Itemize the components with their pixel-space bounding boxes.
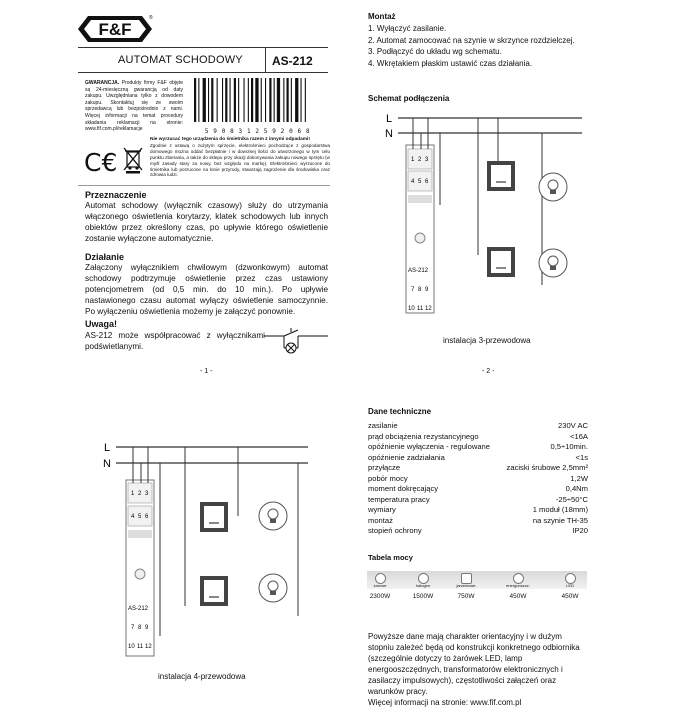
tech-value: 1,2W bbox=[570, 473, 588, 483]
schematic-title: Schemat podłączenia bbox=[368, 94, 450, 103]
lamp-icon bbox=[539, 249, 567, 277]
power-value: 2300W bbox=[369, 593, 391, 600]
power-label: jarzeniowe bbox=[456, 583, 476, 588]
terminal-8: 8 bbox=[138, 625, 142, 631]
warning-text: AS-212 może współpracować z wyłącznikami podświetlanymi. bbox=[85, 331, 265, 351]
warranty-body: Produkty firmy F&F objęte są 24-miesięczną gwarancją od daty zakupu. Uwzględniana tylko z dowodem zakupu. Skontaktuj się ze swoim sprzedawcą lub bezpośrednio z nami. Więcej informacji na temat procedury składania reklamacji na stronie: bbox=[85, 80, 184, 126]
purpose-text: Automat schodowy (wyłącznik czasowy) służy do utrzymania włączonego oświetlenia korytarzy, klatek schodowych lub innych obiektów przez określony czas, po upływie którego oświetlenie zostanie wyłączone automatycznie. bbox=[85, 201, 328, 243]
terminal-7: 7 bbox=[411, 287, 415, 293]
tech-value: <1s bbox=[575, 452, 588, 462]
tech-value: zaciski śrubowe 2,5mm² bbox=[506, 463, 588, 472]
tech-row bbox=[368, 505, 588, 515]
tech-key: moment dokręcający bbox=[368, 484, 439, 493]
terminal-1: 1 bbox=[131, 491, 135, 497]
mounting-step: 2. Automat zamocować na szynie w skrzynce rozdzielczej. bbox=[368, 35, 575, 45]
tech-row bbox=[368, 526, 588, 536]
terminal-3: 3 bbox=[425, 157, 429, 163]
tech-key: wymiary bbox=[368, 505, 396, 514]
tech-value: 0,4Nm bbox=[565, 484, 588, 493]
terminal-8: 8 bbox=[418, 287, 422, 293]
tech-key: pobór mocy bbox=[368, 473, 408, 483]
tech-key: prąd obciążenia rezystancyjnego bbox=[368, 431, 479, 441]
power-value: 1500W bbox=[412, 593, 434, 600]
power-title: Tabela mocy bbox=[368, 553, 413, 562]
terminal-6: 6 bbox=[145, 514, 149, 520]
power-value: 450W bbox=[561, 593, 579, 600]
line-n-label: N bbox=[103, 458, 111, 470]
tech-row bbox=[368, 421, 588, 431]
terminal-6: 6 bbox=[425, 179, 429, 185]
disposal-title: Nie wyrzucać tego urządzenia do śmietnika razem z innymi odpadami! bbox=[150, 137, 310, 142]
caption-4wire: instalacja 4-przewodowa bbox=[158, 672, 246, 681]
barcode-digits: 5 9 0 8 3 1 2 5 9 2 0 6 8 bbox=[204, 128, 311, 135]
terminal-3: 3 bbox=[145, 491, 149, 497]
terminal-9: 9 bbox=[145, 625, 149, 631]
mounting-step: 3. Podłączyć do układu wg schematu. bbox=[368, 47, 502, 56]
disposal-body: Zgodnie z ustawą o zużytym sprzęcie, elektrośmieci pochodzące z gospodarstwa domowego można oddać bezpłatnie i w dowolnej ilości do utworzonego w tym celu punktu zbierania, a także do sklepu przy okazji dokonywania zakupu nowego sprzętu (w myśl zasady stary za nowy, bez względu na markę). Elektrośmieci wyrzucone do śmietnika lub porzucone na łonie przyrody, stwarzają zagrożenie dla środowiska oraz zdrowia ludzi. bbox=[150, 142, 330, 178]
tech-value: 230V AC bbox=[558, 421, 588, 430]
power-value: 450W bbox=[509, 593, 527, 600]
header-bottom-rule bbox=[78, 72, 328, 73]
line-n-label: N bbox=[385, 128, 393, 140]
tech-row bbox=[368, 495, 588, 505]
page-number-1: - 1 - bbox=[200, 368, 213, 375]
terminal-9: 9 bbox=[425, 287, 429, 293]
caption-3wire: instalacja 3-przewodowa bbox=[443, 336, 531, 345]
terminal-7: 7 bbox=[131, 625, 135, 631]
tech-title: Dane techniczne bbox=[368, 407, 432, 416]
operation-text: Załączony wyłącznikiem chwilowym (dzwonkowym) automat schodowy podtrzymuje oświetlenie przez czas ustawiony potencjometrem (od 0,5 min. do 10 min.). Po upływie nastawionego czasu automat wyłączy oświetlenie samoczynnie. Po wyłączeniu oświetlenia możemy je załączyć ponownie. bbox=[85, 263, 328, 316]
terminal-11: 11 bbox=[137, 644, 144, 650]
disposal-notice bbox=[150, 136, 330, 178]
terminal-2: 2 bbox=[138, 491, 142, 497]
tech-value: <16A bbox=[570, 431, 588, 441]
terminal-12: 12 bbox=[425, 306, 432, 312]
tech-row bbox=[368, 453, 588, 463]
tech-row bbox=[368, 516, 588, 526]
mounting-steps bbox=[368, 23, 608, 69]
power-value: 750W bbox=[457, 593, 475, 600]
page-number-2: - 2 - bbox=[482, 368, 495, 375]
wiring-diagram-4wire bbox=[98, 436, 323, 671]
terminal-10: 10 bbox=[128, 644, 135, 650]
line-l-label: L bbox=[386, 113, 393, 125]
tech-key: zasilanie bbox=[368, 421, 398, 430]
terminal-12: 12 bbox=[145, 644, 152, 650]
disclaimer-note bbox=[368, 631, 588, 708]
tech-key: przyłącze bbox=[368, 463, 401, 472]
tech-row bbox=[368, 442, 588, 452]
tech-value: IP20 bbox=[572, 526, 588, 535]
tech-key: stopień ochrony bbox=[368, 526, 422, 535]
lamp-icon bbox=[259, 574, 287, 602]
power-label: halogen bbox=[415, 583, 431, 588]
tech-value: 1 moduł (18mm) bbox=[532, 505, 588, 514]
line-l-label: L bbox=[104, 442, 111, 454]
tech-key: opóźnienie wyłączenia - regulowane bbox=[368, 442, 490, 451]
terminal-10: 10 bbox=[408, 306, 415, 312]
tech-row bbox=[368, 432, 588, 442]
more-info: Więcej informacji na stronie: www.fif.com.pl bbox=[368, 698, 522, 707]
ff-logo bbox=[78, 12, 152, 46]
tech-row bbox=[368, 474, 588, 484]
warranty-text bbox=[85, 80, 183, 133]
barcode bbox=[190, 78, 325, 133]
warning-title: Uwaga! bbox=[85, 319, 118, 329]
tech-row bbox=[368, 484, 588, 494]
power-label: LED bbox=[566, 583, 574, 588]
tech-row bbox=[368, 463, 588, 473]
warranty-bold: GWARANCJA. bbox=[85, 80, 120, 86]
mounting-title: Montaż bbox=[368, 12, 396, 21]
tech-key: montaż bbox=[368, 515, 393, 525]
disclaimer-text: Powyższe dane mają charakter orientacyjny i w dużym stopniu zależeć będą od konstrukcji konkretnego odbiornika (szczególnie dotyczy to żarówek LED, lamp energooszczędnych, transformatorów elektronicznych i zasilaczy impulsowych), częstotliwości załączeń oraz warunków pracy. bbox=[368, 632, 580, 696]
ce-mark-icon: C€ bbox=[84, 148, 118, 177]
mounting-step: 4. Wkrętakiem płaskim ustawić czas działania. bbox=[368, 58, 533, 68]
tech-key: opóźnienie zadziałania bbox=[368, 452, 445, 462]
operation-title: Działanie bbox=[85, 252, 125, 262]
terminal-5: 5 bbox=[418, 179, 422, 185]
terminal-4: 4 bbox=[411, 179, 415, 185]
terminal-1: 1 bbox=[411, 157, 415, 163]
tech-value: -25÷50°C bbox=[555, 494, 588, 504]
tech-key: temperatura pracy bbox=[368, 494, 430, 504]
device-label: AS-212 bbox=[128, 606, 149, 612]
terminal-5: 5 bbox=[138, 514, 142, 520]
purpose-title: Przeznaczenie bbox=[85, 190, 147, 200]
warranty-url: www.fif.com.pl/reklamacje bbox=[85, 126, 143, 133]
section-rule bbox=[78, 185, 330, 186]
mounting-step: 1. Wyłączyć zasilanie. bbox=[368, 24, 447, 33]
device-label: AS-212 bbox=[408, 268, 429, 274]
barcode-bars bbox=[190, 78, 325, 123]
power-label: energooszcz. bbox=[506, 583, 530, 588]
product-name: AUTOMAT SCHODOWY bbox=[118, 54, 243, 66]
wiring-diagram-3wire bbox=[370, 105, 590, 330]
model-name: AS-212 bbox=[272, 54, 313, 68]
svg-text:®: ® bbox=[149, 15, 153, 21]
illuminated-switch-icon bbox=[262, 328, 332, 356]
power-label: żarowe bbox=[373, 583, 387, 588]
lamp-icon bbox=[259, 502, 287, 530]
svg-text:F&F: F&F bbox=[98, 20, 132, 39]
crossed-bin-icon bbox=[122, 146, 144, 174]
header-divider bbox=[265, 48, 266, 72]
terminal-2: 2 bbox=[418, 157, 422, 163]
header-top-rule bbox=[78, 47, 328, 48]
lamp-icon bbox=[539, 173, 567, 201]
terminal-4: 4 bbox=[131, 514, 135, 520]
tech-value: 0,5÷10min. bbox=[550, 442, 588, 451]
tech-value: na szynie TH-35 bbox=[532, 515, 588, 525]
terminal-11: 11 bbox=[417, 306, 424, 312]
